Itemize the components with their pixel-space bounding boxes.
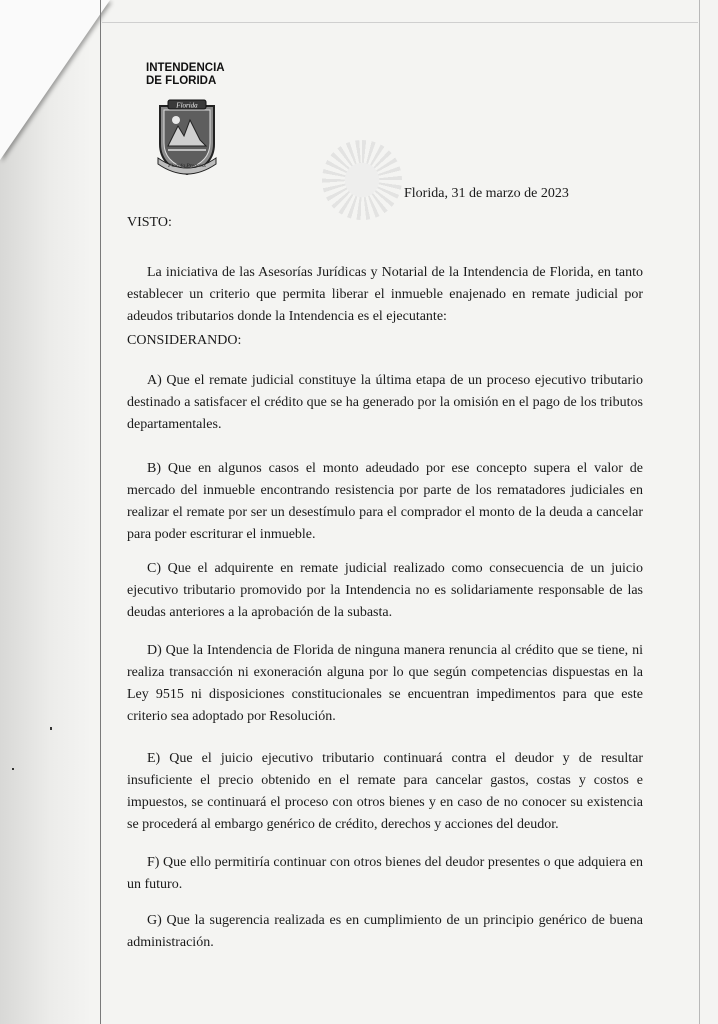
page-edge-right	[699, 0, 700, 1024]
scan-speck	[50, 727, 52, 730]
top-rule	[102, 22, 698, 23]
visto-paragraph: La iniciativa de las Asesorías Jurídicas y Notarial de la Intendencia de Florida, en tanto establecer un criterio que permita liberar el inmueble enajenado en remate judicial por adeudos tributarios donde la Intendencia es el ejecutante:	[127, 265, 643, 324]
considerando-item-f	[127, 852, 643, 896]
paragraph-text: F) Que ello permitiría continuar con otros bienes del deudor presentes o que adquiera en un futuro.	[127, 855, 643, 892]
visto-heading: VISTO:	[127, 215, 172, 230]
bleed-through-logo	[322, 140, 402, 220]
considerando-item-e	[127, 748, 643, 836]
considerando-item-b	[127, 458, 643, 546]
scan-speck	[12, 768, 14, 770]
date-line: Florida, 31 de marzo de 2023	[404, 186, 569, 201]
paragraph-text: G) Que la sugerencia realizada es en cumplimiento de un principio genérico de buena administración.	[127, 913, 643, 950]
paragraph-text: B) Que en algunos casos el monto adeudado por ese concepto supera el valor de mercado del inmueble encontrando resistencia por parte de los rematadores judiciales en realizar el remate por ser un desestímulo para el comprador el monto de la deuda a cancelar para poder escriturar el inmueble.	[127, 461, 643, 542]
coat-of-arms-icon	[154, 98, 220, 176]
paragraph-text: A) Que el remate judicial constituye la última etapa de un proceso ejecutivo tributario destinado a satisfacer el crédito que se ha generado por la omisión en el pago de los tributos departamentales.	[127, 373, 643, 432]
visto-text	[127, 248, 643, 342]
paragraph-text: C) Que el adquirente en remate judicial realizado como consecuencia de un juicio ejecutivo tributario promovido por la Intendencia no es solidariamente responsable de las deudas anteriores a la aprobación de la subasta.	[127, 561, 643, 620]
crest-scroll: Florida Progress	[168, 163, 206, 169]
considerando-item-c	[127, 558, 643, 624]
paragraph-text: E) Que el juicio ejecutivo tributario continuará contra el deudor y de resultar insuficiente el precio obtenido en el remate para cancelar gastos, costas y costos e impuestos, se continuará el proceso con otros bienes y en caso de no conocer su existencia se procederá al embargo genérico de crédito, derechos y acciones del deudor.	[127, 751, 643, 832]
folded-corner	[0, 0, 110, 160]
crest-banner: Florida	[176, 101, 198, 110]
letterhead	[146, 62, 224, 88]
considerando-item-a	[127, 370, 643, 436]
paragraph-text: D) Que la Intendencia de Florida de ninguna manera renuncia al crédito que se tiene, ni realiza transacción ni exoneración alguna por lo que según competencias dispuestas en la Ley 9515 ni disposiciones constitucionales se encuentran impedimentos para que este criterio sea adoptado por Resolución.	[127, 643, 643, 724]
considerando-item-g	[127, 910, 643, 954]
considerando-item-d	[127, 640, 643, 728]
considerando-heading: CONSIDERANDO:	[127, 333, 242, 348]
org-name: INTENDENCIA DE FLORIDA	[146, 62, 225, 87]
page-edge-left	[100, 0, 101, 1024]
